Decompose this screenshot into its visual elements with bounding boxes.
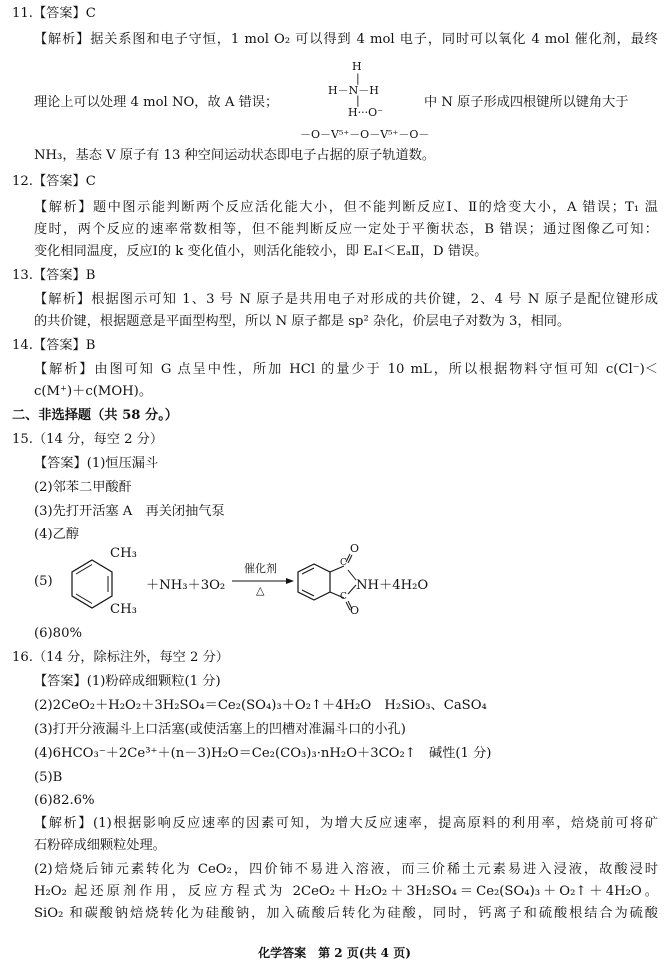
q15-reaction-equation	[34, 538, 454, 620]
section-heading: 二、非选择题（共 58 分。）	[12, 408, 178, 423]
q13-answer: 13.【答案】B	[12, 268, 96, 283]
q15-answer-4: (4)乙醇	[34, 527, 80, 542]
q11-analysis-line2-right: 中 N 原子形成四根键所以键角大于	[424, 95, 629, 110]
q11-analysis-line2: 理论上可以处理 4 mol NO，故 A 错误；	[34, 95, 279, 110]
q16-analysis-line1: 【解析】(1)根据影响反应速率的因素可知，为增大反应速率，提高原料的利用率，焙烧前可将矿	[34, 816, 658, 831]
q16-answer-3: (3)打开分液漏斗上口活塞(或使活塞上的凹槽对准漏斗口的小孔)	[34, 722, 406, 737]
carbonyl-c-top: C	[340, 558, 347, 568]
q16-answer-2: (2)2CeO₂＋H₂O₂＋3H₂SO₄＝Ce₂(SO₄)₃＋O₂↑＋4H₂O H₂SiO₃、CaSO₄	[34, 698, 487, 713]
q15-answer-6: (6)80%	[34, 626, 82, 641]
methyl-top: CH₃	[110, 546, 137, 561]
q15-answer-2: (2)邻苯二甲酸酐	[34, 480, 132, 495]
carbonyl-o-bottom: O	[350, 604, 360, 617]
q11-analysis-line3: NH₃，基态 V 原子有 13 种空间运动状态即电子占据的原子轨道数。	[34, 148, 436, 163]
q12-answer: 12.【答案】C	[12, 174, 96, 189]
page-footer: 化学答案 第 2 页(共 4 页)	[258, 946, 411, 960]
structure-h-top: H	[352, 60, 362, 73]
catalyst-label: 催化剂	[244, 562, 277, 575]
q14-analysis-line1: 【解析】由图可知 G 点呈中性，所加 HCl 的量少于 10 mL，所以根据物料守恒可知 c(Cl⁻)＜	[34, 362, 658, 377]
product-rest: NH＋4H₂O	[356, 578, 429, 593]
structure-row2: H－N－H	[328, 84, 379, 97]
q12-analysis-line1: 【解析】题中图示能判断两个反应活化能大小，但不能判断反应Ⅰ、Ⅱ的焓变大小，A 错误；T₁ 温	[34, 200, 658, 215]
structure-bond: |	[356, 72, 360, 85]
q16-answer-1: 【答案】(1)粉碎成细颗粒(1 分)	[34, 674, 221, 689]
q15-answer-3: (3)先打开活塞 A 再关闭抽气泵	[34, 504, 225, 519]
reactants-rest: ＋NH₃＋3O₂	[146, 578, 226, 593]
q13-analysis-line1: 【解析】根据图示可知 1、3 号 N 原子是共用电子对形成的共价键，2、4 号 N 原子是配位键形成	[34, 292, 658, 307]
q16-analysis-line4: H₂O₂ 起还原剂作用，反应方程式为 2CeO₂＋H₂O₂＋3H₂SO₄＝Ce₂(SO₄)₃＋O₂↑＋4H₂O。	[34, 884, 658, 899]
q14-analysis-line2: c(M⁺)＋c(MOH)。	[34, 384, 153, 399]
q15-answer-1: 【答案】(1)恒压漏斗	[34, 456, 159, 471]
q16-analysis-line3: (2)焙烧后铈元素转化为 CeO₂，四价铈不易进入溶液，而三价稀土元素易进入浸液，故酸浸时	[34, 862, 658, 877]
q13-analysis-line2: 的共价键，根据题意是平面型构型，所以 N 原子都是 sp² 杂化，价层电子对数为 3，相同。	[34, 314, 571, 329]
structure-row3: H···O⁻	[348, 106, 383, 119]
q11-analysis-line1: 【解析】据关系图和电子守恒，1 mol O₂ 可以得到 4 mol 电子，同时可以氧化 4 mol 催化剂，最终	[34, 32, 658, 47]
carbonyl-o-top: O	[350, 542, 360, 555]
q12-analysis-line3: 变化相同温度，反应Ⅰ的 k 变化值小，则活化能较小，即 EₐⅠ＜EₐⅡ，D 错误。	[34, 244, 488, 259]
q16-header: 16.（14 分，除标注外，每空 2 分）	[12, 650, 229, 665]
heat-condition: △	[256, 584, 265, 597]
carbonyl-c-bottom: C	[340, 592, 347, 602]
q15-header: 15.（14 分，每空 2 分）	[12, 432, 164, 447]
structure-row4: －O－V⁵⁺－O－V⁵⁺－O－	[300, 128, 430, 141]
q16-answer-5: (5)B	[34, 770, 63, 785]
q16-analysis-line2: 石粉碎成细颗粒处理。	[34, 838, 166, 853]
q12-analysis-line2: 度时，两个反应的速率常数相等，但不能判断反应一定处于平衡状态，B 错误；通过图像乙可知：	[34, 222, 658, 237]
structure-bond2: |	[356, 94, 360, 107]
q11-answer: 11.【答案】C	[12, 6, 96, 21]
q16-analysis-line5: SiO₂ 和碳酸钠焙烧转化为硅酸钠，加入硫酸后转化为硅酸，同时，钙离子和硫酸根结合为硫酸	[34, 906, 658, 921]
vanadium-structure-figure	[300, 60, 430, 142]
q16-answer-4: (4)6HCO₃⁻＋2Ce³⁺＋(n－3)H₂O＝Ce₂(CO₃)₃·nH₂O＋3CO₂↑ 碱性(1 分)	[34, 746, 492, 761]
reaction-label: (5)	[34, 574, 53, 589]
methyl-bottom: CH₃	[110, 602, 137, 617]
q14-answer: 14.【答案】B	[12, 338, 96, 353]
q16-answer-6: (6)82.6%	[34, 793, 95, 808]
